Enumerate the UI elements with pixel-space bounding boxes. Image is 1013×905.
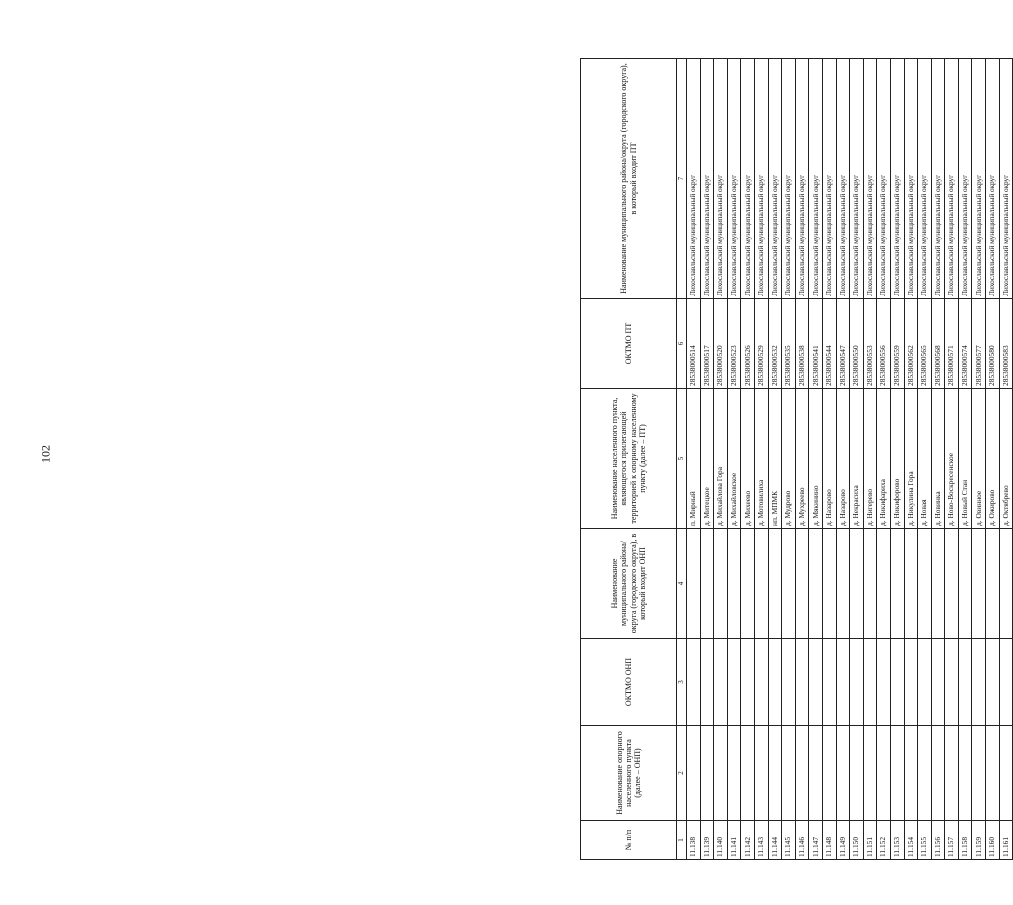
table-row [836, 59, 850, 860]
row-number: 11.143 [754, 821, 768, 860]
onp-name [809, 726, 823, 821]
row-number: 11.142 [741, 821, 755, 860]
pt-district: Лихославльский муниципальный округ [863, 59, 877, 299]
pt-oktmo: 28538000580 [986, 299, 1000, 389]
onp-oktmo [958, 639, 972, 726]
pt-district: Лихославльский муниципальный округ [700, 59, 714, 299]
onp-name [768, 726, 782, 821]
pt-oktmo: 28538000577 [972, 299, 986, 389]
onp-district [754, 529, 768, 639]
pt-oktmo: 28538000529 [754, 299, 768, 389]
onp-oktmo [931, 639, 945, 726]
table-row [741, 59, 755, 860]
pt-oktmo: 28538000553 [863, 299, 877, 389]
table-row [795, 59, 809, 860]
pt-oktmo: 28538000559 [890, 299, 904, 389]
table-row [918, 59, 932, 860]
onp-oktmo [754, 639, 768, 726]
onp-district [904, 529, 918, 639]
pt-district: Лихославльский муниципальный округ [918, 59, 932, 299]
onp-name [850, 726, 864, 821]
pt-oktmo: 28538000568 [931, 299, 945, 389]
onp-name [727, 726, 741, 821]
pt-district: Лихославльский муниципальный округ [986, 59, 1000, 299]
onp-district [809, 529, 823, 639]
pt-name: д. Назарово [822, 389, 836, 529]
table-row [904, 59, 918, 860]
onp-name [904, 726, 918, 821]
pt-district: Лихославльский муниципальный округ [931, 59, 945, 299]
table-row [822, 59, 836, 860]
pt-district: Лихославльский муниципальный округ [795, 59, 809, 299]
onp-district [986, 529, 1000, 639]
onp-name [836, 726, 850, 821]
onp-oktmo [863, 639, 877, 726]
onp-district [687, 529, 701, 639]
onp-oktmo [972, 639, 986, 726]
onp-district [795, 529, 809, 639]
pt-name: д. Нигерево [863, 389, 877, 529]
pt-name: д. Никифариха [877, 389, 891, 529]
table-row [809, 59, 823, 860]
onp-district [890, 529, 904, 639]
pt-name: д. Михайлова Гора [714, 389, 728, 529]
pt-name: д. Ожирово [986, 389, 1000, 529]
pt-oktmo: 28538000535 [782, 299, 796, 389]
onp-oktmo [822, 639, 836, 726]
onp-district [918, 529, 932, 639]
onp-oktmo [714, 639, 728, 726]
pt-district: Лихославльский муниципальный округ [754, 59, 768, 299]
pt-name: нп. МПМК [768, 389, 782, 529]
pt-name: д. Михайловское [727, 389, 741, 529]
column-number: 4 [677, 529, 687, 639]
row-number: 11.138 [687, 821, 701, 860]
header-cell: Наименование населенного пункта, являющегося прилегающей территорией к опорному населенному пункту (далее – ПТ) [581, 389, 677, 529]
onp-oktmo [809, 639, 823, 726]
table-row [768, 59, 782, 860]
row-number: 11.148 [822, 821, 836, 860]
onp-name [863, 726, 877, 821]
onp-district [863, 529, 877, 639]
column-number: 1 [677, 821, 687, 860]
pt-name: д. Никулина Гора [904, 389, 918, 529]
column-number-row [677, 59, 687, 860]
pt-district: Лихославльский муниципальный округ [945, 59, 959, 299]
table-row [863, 59, 877, 860]
pt-name: д. Новый Стан [958, 389, 972, 529]
pt-oktmo: 28538000583 [999, 299, 1013, 389]
pt-district: Лихославльский муниципальный округ [958, 59, 972, 299]
pt-oktmo: 28538000562 [904, 299, 918, 389]
onp-name [931, 726, 945, 821]
onp-district [700, 529, 714, 639]
onp-district [958, 529, 972, 639]
table-row [782, 59, 796, 860]
onp-oktmo [918, 639, 932, 726]
row-number: 11.153 [890, 821, 904, 860]
pt-oktmo: 28538000520 [714, 299, 728, 389]
pt-name: д. Ново-Воскресенское [945, 389, 959, 529]
onp-name [972, 726, 986, 821]
settlements-table [580, 58, 1013, 860]
pt-name: д. Мякинино [809, 389, 823, 529]
onp-oktmo [890, 639, 904, 726]
onp-name [795, 726, 809, 821]
onp-name [918, 726, 932, 821]
onp-oktmo [986, 639, 1000, 726]
table-row [687, 59, 701, 860]
onp-name [999, 726, 1013, 821]
pt-oktmo: 28538000532 [768, 299, 782, 389]
table-row [958, 59, 972, 860]
header-cell: № п/п [581, 821, 677, 860]
row-number: 11.146 [795, 821, 809, 860]
onp-oktmo [836, 639, 850, 726]
table-row [754, 59, 768, 860]
pt-district: Лихославльский муниципальный округ [727, 59, 741, 299]
onp-oktmo [877, 639, 891, 726]
pt-oktmo: 28538000556 [877, 299, 891, 389]
onp-district [931, 529, 945, 639]
row-number: 11.158 [958, 821, 972, 860]
pt-district: Лихославльский муниципальный округ [877, 59, 891, 299]
column-number: 3 [677, 639, 687, 726]
onp-district [714, 529, 728, 639]
pt-district: Лихославльский муниципальный округ [999, 59, 1013, 299]
pt-name: д. Никифорово [890, 389, 904, 529]
page-number: 102 [38, 445, 53, 463]
onp-name [687, 726, 701, 821]
row-number: 11.154 [904, 821, 918, 860]
pt-name: д. Новая [918, 389, 932, 529]
pt-district: Лихославльский муниципальный округ [714, 59, 728, 299]
pt-oktmo: 28538000544 [822, 299, 836, 389]
pt-oktmo: 28538000517 [700, 299, 714, 389]
table-row [700, 59, 714, 860]
pt-oktmo: 28538000523 [727, 299, 741, 389]
row-number: 11.140 [714, 821, 728, 860]
onp-oktmo [945, 639, 959, 726]
onp-name [782, 726, 796, 821]
row-number: 11.150 [850, 821, 864, 860]
pt-name: д. Новинка [931, 389, 945, 529]
onp-oktmo [850, 639, 864, 726]
onp-name [741, 726, 755, 821]
onp-oktmo [782, 639, 796, 726]
row-number: 11.161 [999, 821, 1013, 860]
row-number: 11.139 [700, 821, 714, 860]
header-cell: ОКТМО ОНП [581, 639, 677, 726]
onp-district [877, 529, 891, 639]
onp-name [714, 726, 728, 821]
pt-district: Лихославльский муниципальный округ [768, 59, 782, 299]
table-row [877, 59, 891, 860]
pt-oktmo: 28538000574 [958, 299, 972, 389]
onp-district [782, 529, 796, 639]
pt-district: Лихославльский муниципальный округ [890, 59, 904, 299]
pt-oktmo: 28538000571 [945, 299, 959, 389]
table-row [999, 59, 1013, 860]
row-number: 11.141 [727, 821, 741, 860]
rotated-table-container [580, 58, 1013, 860]
onp-district [972, 529, 986, 639]
onp-oktmo [727, 639, 741, 726]
header-cell: ОКТМО ПТ [581, 299, 677, 389]
row-number: 11.145 [782, 821, 796, 860]
onp-oktmo [795, 639, 809, 726]
column-number: 2 [677, 726, 687, 821]
pt-name: д. Некрасиха [850, 389, 864, 529]
onp-name [958, 726, 972, 821]
pt-district: Лихославльский муниципальный округ [809, 59, 823, 299]
pt-district: Лихославльский муниципальный округ [687, 59, 701, 299]
table-row [890, 59, 904, 860]
row-number: 11.156 [931, 821, 945, 860]
row-number: 11.157 [945, 821, 959, 860]
pt-district: Лихославльский муниципальный округ [822, 59, 836, 299]
row-number: 11.147 [809, 821, 823, 860]
pt-district: Лихославльский муниципальный округ [836, 59, 850, 299]
pt-name: д. Назарово [836, 389, 850, 529]
table-row [850, 59, 864, 860]
onp-district [822, 529, 836, 639]
pt-oktmo: 28538000547 [836, 299, 850, 389]
table-row [714, 59, 728, 860]
pt-name: д. Митецкое [700, 389, 714, 529]
header-cell: Наименование опорного населенного пункта (далее – ОНП) [581, 726, 677, 821]
onp-oktmo [687, 639, 701, 726]
pt-name: д. Октябрево [999, 389, 1013, 529]
column-number: 7 [677, 59, 687, 299]
onp-oktmo [999, 639, 1013, 726]
onp-oktmo [768, 639, 782, 726]
pt-district: Лихославльский муниципальный округ [782, 59, 796, 299]
table-row [945, 59, 959, 860]
pt-district: Лихославльский муниципальный округ [972, 59, 986, 299]
pt-oktmo: 28538000565 [918, 299, 932, 389]
row-number: 11.151 [863, 821, 877, 860]
onp-name [822, 726, 836, 821]
onp-oktmo [904, 639, 918, 726]
onp-name [754, 726, 768, 821]
table-body [687, 59, 1013, 860]
table-row [972, 59, 986, 860]
table-header-row [581, 59, 677, 860]
column-number: 5 [677, 389, 687, 529]
pt-district: Лихославльский муниципальный округ [904, 59, 918, 299]
row-number: 11.160 [986, 821, 1000, 860]
pt-oktmo: 28538000526 [741, 299, 755, 389]
table-row [727, 59, 741, 860]
pt-name: д. Овинное [972, 389, 986, 529]
column-number: 6 [677, 299, 687, 389]
onp-name [945, 726, 959, 821]
row-number: 11.152 [877, 821, 891, 860]
onp-district [768, 529, 782, 639]
table-row [986, 59, 1000, 860]
onp-name [877, 726, 891, 821]
onp-district [741, 529, 755, 639]
onp-district [836, 529, 850, 639]
onp-district [727, 529, 741, 639]
pt-oktmo: 28538000514 [687, 299, 701, 389]
header-cell: Наименование муниципального района/округа (городского округа), в который входит ПТ [581, 59, 677, 299]
pt-district: Лихославльский муниципальный округ [850, 59, 864, 299]
onp-district [945, 529, 959, 639]
pt-oktmo: 28538000538 [795, 299, 809, 389]
onp-name [700, 726, 714, 821]
onp-name [890, 726, 904, 821]
pt-name: п. Мирный [687, 389, 701, 529]
onp-district [850, 529, 864, 639]
pt-name: д. Михеево [741, 389, 755, 529]
pt-oktmo: 28538000550 [850, 299, 864, 389]
table-row [931, 59, 945, 860]
onp-oktmo [700, 639, 714, 726]
onp-district [999, 529, 1013, 639]
row-number: 11.149 [836, 821, 850, 860]
row-number: 11.159 [972, 821, 986, 860]
onp-oktmo [741, 639, 755, 726]
header-cell: Наименование муниципального района/округа (городского округа), в который входит ОНП [581, 529, 677, 639]
pt-name: д. Мухреево [795, 389, 809, 529]
row-number: 11.155 [918, 821, 932, 860]
pt-name: д. Мудрово [782, 389, 796, 529]
pt-oktmo: 28538000541 [809, 299, 823, 389]
pt-name: д. Мотовилиха [754, 389, 768, 529]
pt-district: Лихославльский муниципальный округ [741, 59, 755, 299]
onp-name [986, 726, 1000, 821]
row-number: 11.144 [768, 821, 782, 860]
